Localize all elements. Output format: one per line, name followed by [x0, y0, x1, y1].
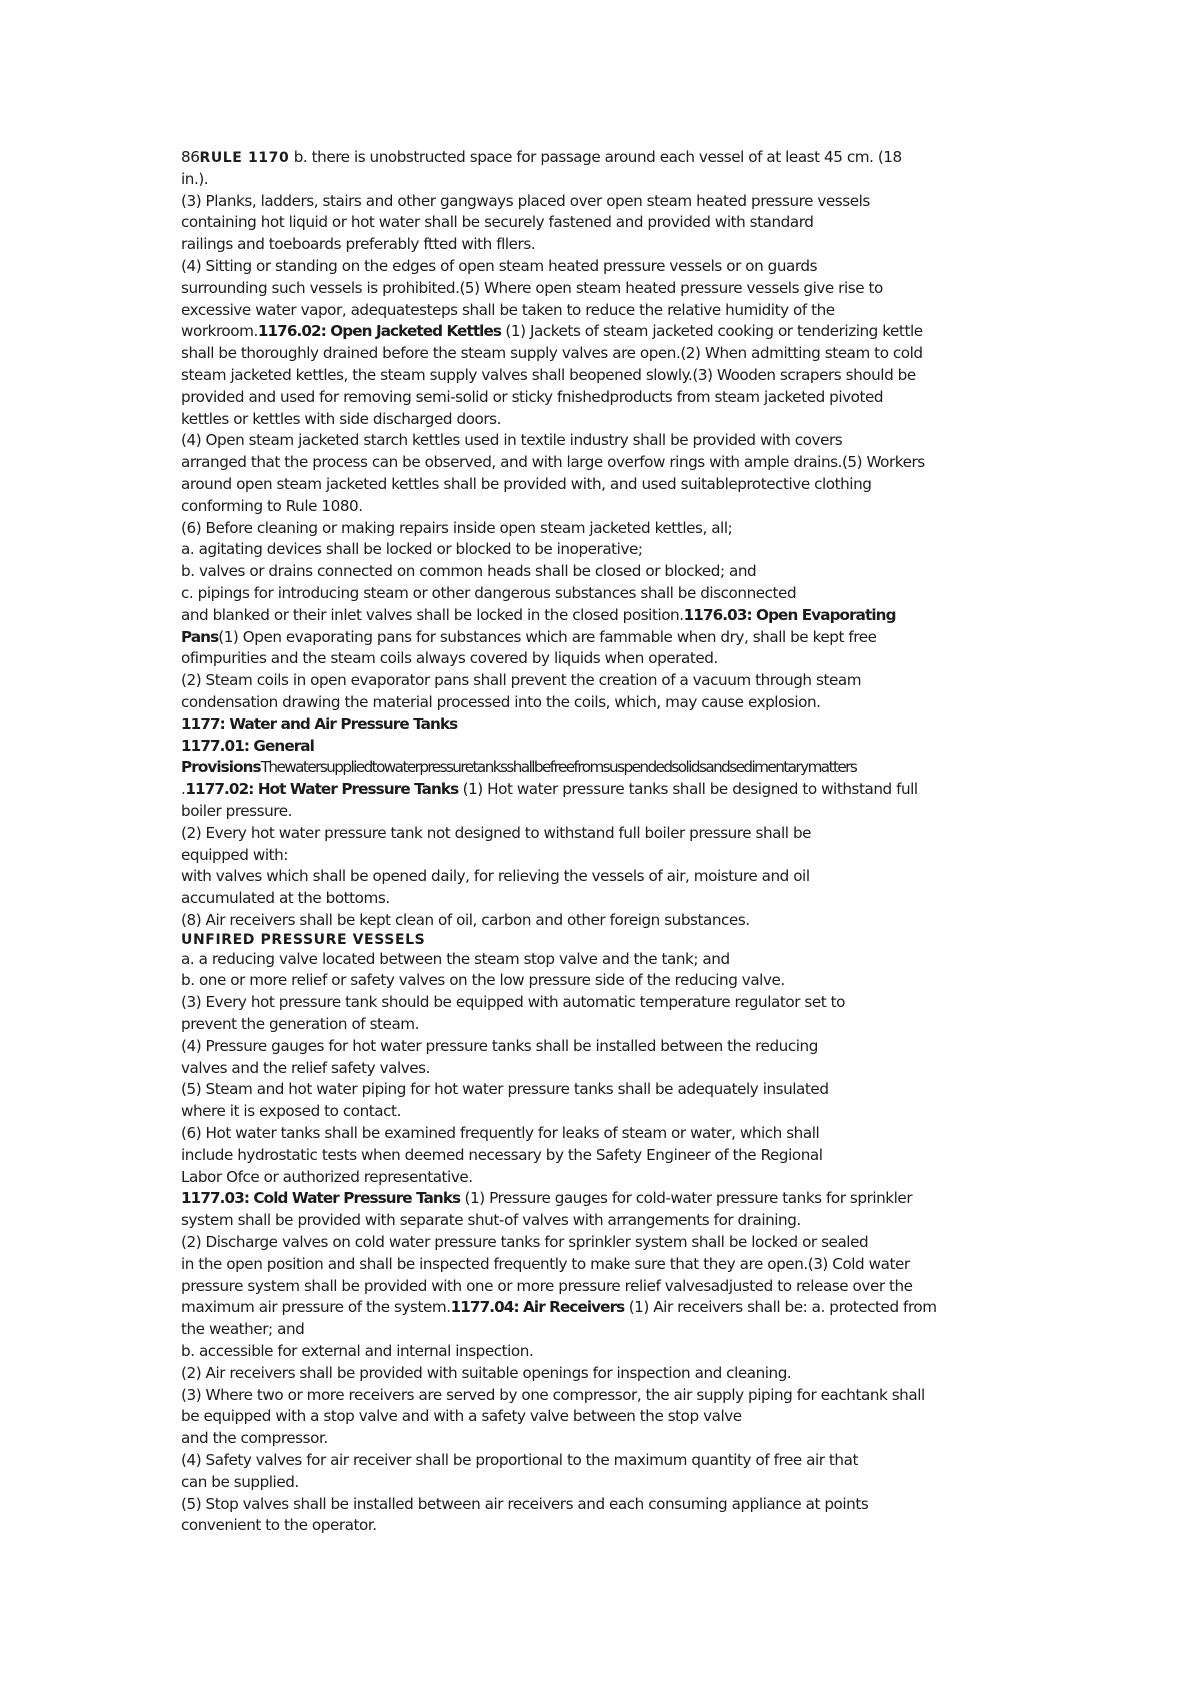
section-heading-pans: Pans	[181, 627, 219, 646]
text-line: (3) Every hot pressure tank should be equipped with automatic temperature regulator set to	[181, 993, 845, 1012]
text-line: shall be thoroughly drained before the steam supply valves are open.(2) When admitting steam to cold	[181, 344, 923, 363]
section-heading-1177-03: 1177.03: Cold Water Pressure Tanks	[181, 1189, 461, 1208]
text-line: b. one or more relief or safety valves on the low pressure side of the reducing valve.	[181, 971, 785, 990]
text-line: and blanked or their inlet valves shall be locked in the closed position.1176.03: Open Evaporating	[181, 605, 896, 624]
text-line: b. accessible for external and internal inspection.	[181, 1342, 534, 1361]
text-line: (3) Where two or more receivers are served by one compressor, the air supply piping for eachtank shall	[181, 1385, 925, 1404]
text-line: the weather; and	[181, 1320, 305, 1339]
text-line: workroom.1176.02: Open Jacketed Kettles (1) Jackets of steam jacketed cooking or tenderizing kettle	[181, 322, 923, 341]
text-line: steam jacketed kettles, the steam supply valves shall beopened slowly.(3) Wooden scrapers should be	[181, 365, 916, 384]
text-line: valves and the relief safety valves.	[181, 1058, 431, 1077]
text-line: be equipped with a stop valve and with a safety valve between the stop valve	[181, 1407, 742, 1426]
text-line: kettles or kettles with side discharged doors.	[181, 409, 501, 428]
text-line: and the compressor.	[181, 1429, 328, 1448]
text-line: (2) Air receivers shall be provided with suitable openings for inspection and cleaning.	[181, 1363, 792, 1382]
text-line: boiler pressure.	[181, 801, 293, 820]
text-line: c. pipings for introducing steam or other dangerous substances shall be disconnected	[181, 583, 797, 602]
text-line: b. valves or drains connected on common heads shall be closed or blocked; and	[181, 562, 757, 581]
text-line: arranged that the process can be observed, and with large overfow rings with ample drains.(5) Workers	[181, 453, 925, 472]
text-line: (2) Every hot water pressure tank not designed to withstand full boiler pressure shall be	[181, 823, 812, 842]
text-line: .1177.02: Hot Water Pressure Tanks (1) Hot water pressure tanks shall be designed to withstand full	[181, 780, 918, 799]
text-line: (3) Planks, ladders, stairs and other gangways placed over open steam heated pressure vessels	[181, 191, 870, 210]
text-line: containing hot liquid or hot water shall be securely fastened and provided with standard	[181, 213, 814, 232]
text-line: railings and toeboards preferably ftted with fllers.	[181, 235, 536, 254]
text-line: (5) Steam and hot water piping for hot water pressure tanks shall be adequately insulated	[181, 1080, 829, 1099]
text-line: include hydrostatic tests when deemed necessary by the Safety Engineer of the Regional	[181, 1145, 823, 1164]
text-line: convenient to the operator.	[181, 1516, 377, 1535]
section-heading-1177-02: 1177.02: Hot Water Pressure Tanks	[185, 780, 459, 799]
page-number: 86	[181, 148, 200, 166]
text-line: 86RULE 1170 b. there is unobstructed space for passage around each vessel of at least 45 cm. (18	[181, 148, 902, 166]
text-line: Labor Ofce or authorized representative.	[181, 1167, 473, 1186]
text-line: accumulated at the bottoms.	[181, 889, 390, 908]
text-line: excessive water vapor, adequatesteps shall be taken to reduce the relative humidity of the	[181, 300, 835, 319]
text-line: system shall be provided with separate shut-of valves with arrangements for draining.	[181, 1211, 801, 1230]
text-line: Pans(1) Open evaporating pans for substances which are fammable when dry, shall be kept free	[181, 627, 877, 646]
text-line: with valves which shall be opened daily, for relieving the vessels of air, moisture and oil	[181, 867, 810, 886]
text-line: prevent the generation of steam.	[181, 1015, 420, 1034]
text-line: (4) Safety valves for air receiver shall be proportional to the maximum quantity of free air that	[181, 1451, 858, 1470]
text-line: (2) Discharge valves on cold water pressure tanks for sprinkler system shall be locked or sealed	[181, 1233, 869, 1252]
text-line: in the open position and shall be inspected frequently to make sure that they are open.(3) Cold water	[181, 1254, 910, 1273]
text-line: where it is exposed to contact.	[181, 1102, 401, 1121]
text-line: (4) Sitting or standing on the edges of open steam heated pressure vessels or on guards	[181, 256, 818, 275]
text-line: (4) Pressure gauges for hot water pressure tanks shall be installed between the reducing	[181, 1036, 818, 1055]
section-heading-1177-04: 1177.04: Air Receivers	[450, 1298, 625, 1317]
document-body	[181, 147, 1031, 1537]
section-heading-1177-01: 1177.01: General	[181, 736, 314, 755]
text-line: provided and used for removing semi-solid or sticky fnishedproducts from steam jacketed pivoted	[181, 387, 884, 406]
text-line: 1177.03: Cold Water Pressure Tanks (1) Pressure gauges for cold-water pressure tanks for sprinkler	[181, 1189, 913, 1208]
section-heading-provisions: Provisions	[181, 758, 261, 777]
text-line: a. a reducing valve located between the steam stop valve and the tank; and	[181, 949, 730, 968]
text-line: condensation drawing the material processed into the coils, which, may cause explosion.	[181, 692, 821, 711]
text-line: in.).	[181, 169, 209, 188]
text-line: maximum air pressure of the system.1177.04: Air Receivers (1) Air receivers shall be: a. protected from	[181, 1298, 937, 1317]
text-line: (4) Open steam jacketed starch kettles used in textile industry shall be provided with covers	[181, 431, 843, 450]
text-line: around open steam jacketed kettles shall be provided with, and used suitableprotective clothing	[181, 474, 872, 493]
section-heading-1176-02: 1176.02: Open Jacketed Kettles	[257, 322, 502, 341]
section-heading-1176-03: 1176.03: Open Evaporating	[683, 605, 896, 624]
text-line: conforming to Rule 1080.	[181, 496, 363, 515]
section-heading-1177: 1177: Water and Air Pressure Tanks	[181, 714, 458, 733]
text-line: (2) Steam coils in open evaporator pans shall prevent the creation of a vacuum through steam	[181, 671, 862, 690]
text-line: can be supplied.	[181, 1472, 299, 1491]
running-header: UNFIRED PRESSURE VESSELS	[181, 931, 426, 948]
text-line: ofimpurities and the steam coils always covered by liquids when operated.	[181, 649, 718, 668]
text-line: surrounding such vessels is prohibited.(5) Where open steam heated pressure vessels give rise to	[181, 278, 883, 297]
text-line: (8) Air receivers shall be kept clean of oil, carbon and other foreign substances.	[181, 910, 750, 929]
rule-label: RULE 1170	[199, 150, 290, 166]
text-line: (6) Before cleaning or making repairs inside open steam jacketed kettles, all;	[181, 518, 733, 537]
text-line: (5) Stop valves shall be installed between air receivers and each consuming appliance at points	[181, 1494, 869, 1513]
text-line: equipped with:	[181, 845, 288, 864]
text-line: (6) Hot water tanks shall be examined frequently for leaks of steam or water, which shall	[181, 1124, 820, 1143]
text-line: a. agitating devices shall be locked or blocked to be inoperative;	[181, 540, 643, 559]
text-line: ProvisionsThewatersuppliedtowaterpressuretanksshallbefreefromsuspendedsolidsandsedimentarymatters	[181, 758, 857, 777]
text-line: pressure system shall be provided with one or more pressure relief valvesadjusted to release over the	[181, 1276, 913, 1295]
